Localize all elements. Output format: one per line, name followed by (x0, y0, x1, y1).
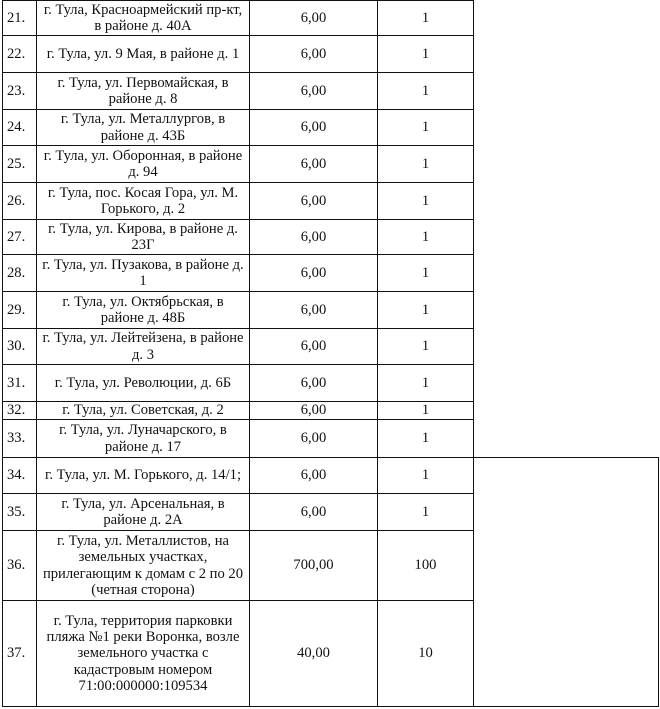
area-cell: 40,00 (250, 601, 378, 707)
empty-side-cell (474, 458, 659, 707)
count-cell: 1 (378, 36, 474, 73)
locations-table (2, 0, 659, 707)
row-number: 29. (3, 292, 37, 329)
area-cell: 6,00 (250, 365, 378, 402)
table-row (3, 458, 659, 494)
address-cell: г. Тула, территория парковки пляжа №1 реки Воронка, возле земельного участка с кадастровым номером 71:00:000000:109534 (37, 601, 250, 707)
area-cell: 6,00 (250, 494, 378, 531)
count-cell: 1 (378, 292, 474, 329)
count-cell: 1 (378, 146, 474, 183)
row-number: 22. (3, 36, 37, 73)
address-cell: г. Тула, Красноармейский пр-кт, в районе д. 40А (37, 1, 250, 36)
table-row (3, 183, 659, 220)
area-cell: 6,00 (250, 183, 378, 220)
empty-cell (474, 110, 659, 146)
empty-cell (474, 329, 659, 365)
count-cell: 10 (378, 601, 474, 707)
address-cell: г. Тула, ул. 9 Мая, в районе д. 1 (37, 36, 250, 73)
area-cell: 6,00 (250, 255, 378, 292)
count-cell: 1 (378, 255, 474, 292)
area-cell: 6,00 (250, 458, 378, 494)
row-number: 25. (3, 146, 37, 183)
area-cell: 6,00 (250, 402, 378, 420)
count-cell: 1 (378, 458, 474, 494)
empty-cell (474, 402, 659, 420)
area-cell: 6,00 (250, 73, 378, 110)
area-cell: 6,00 (250, 420, 378, 458)
count-cell: 1 (378, 365, 474, 402)
count-cell: 1 (378, 73, 474, 110)
area-cell: 6,00 (250, 329, 378, 365)
address-cell: г. Тула, ул. Кирова, в районе д. 23Г (37, 220, 250, 255)
count-cell: 1 (378, 329, 474, 365)
empty-cell (474, 1, 659, 36)
address-cell: г. Тула, ул. М. Горького, д. 14/1; (37, 458, 250, 494)
count-cell: 1 (378, 494, 474, 531)
count-cell: 100 (378, 531, 474, 601)
table-row (3, 110, 659, 146)
address-cell: г. Тула, ул. Пузакова, в районе д. 1 (37, 255, 250, 292)
row-number: 31. (3, 365, 37, 402)
table-row (3, 420, 659, 458)
row-number: 37. (3, 601, 37, 707)
address-cell: г. Тула, ул. Луначарского, в районе д. 17 (37, 420, 250, 458)
empty-cell (474, 220, 659, 255)
address-cell: г. Тула, ул. Лейтейзена, в районе д. 3 (37, 329, 250, 365)
row-number: 23. (3, 73, 37, 110)
row-number: 32. (3, 402, 37, 420)
area-cell: 6,00 (250, 146, 378, 183)
address-cell: г. Тула, пос. Косая Гора, ул. М. Горького, д. 2 (37, 183, 250, 220)
empty-cell (474, 255, 659, 292)
table-row (3, 255, 659, 292)
table-row (3, 73, 659, 110)
row-number: 33. (3, 420, 37, 458)
area-cell: 6,00 (250, 220, 378, 255)
empty-cell (474, 183, 659, 220)
empty-cell (474, 36, 659, 73)
row-number: 34. (3, 458, 37, 494)
table-row (3, 220, 659, 255)
area-cell: 6,00 (250, 1, 378, 36)
address-cell: г. Тула, ул. Революции, д. 6Б (37, 365, 250, 402)
table-row (3, 36, 659, 73)
empty-cell (474, 146, 659, 183)
empty-cell (474, 420, 659, 458)
address-cell: г. Тула, ул. Арсенальная, в районе д. 2А (37, 494, 250, 531)
table-row (3, 146, 659, 183)
count-cell: 1 (378, 402, 474, 420)
count-cell: 1 (378, 420, 474, 458)
address-cell: г. Тула, ул. Первомайская, в районе д. 8 (37, 73, 250, 110)
table-row (3, 402, 659, 420)
table-row (3, 1, 659, 36)
row-number: 21. (3, 1, 37, 36)
count-cell: 1 (378, 183, 474, 220)
row-number: 30. (3, 329, 37, 365)
address-cell: г. Тула, ул. Октябрьская, в районе д. 48Б (37, 292, 250, 329)
row-number: 26. (3, 183, 37, 220)
row-number: 36. (3, 531, 37, 601)
table-row (3, 329, 659, 365)
row-number: 35. (3, 494, 37, 531)
area-cell: 6,00 (250, 36, 378, 73)
address-cell: г. Тула, ул. Советская, д. 2 (37, 402, 250, 420)
address-cell: г. Тула, ул. Оборонная, в районе д. 94 (37, 146, 250, 183)
row-number: 27. (3, 220, 37, 255)
count-cell: 1 (378, 220, 474, 255)
empty-cell (474, 292, 659, 329)
row-number: 24. (3, 110, 37, 146)
count-cell: 1 (378, 110, 474, 146)
area-cell: 6,00 (250, 292, 378, 329)
address-cell: г. Тула, ул. Металлистов, на земельных участках, прилегающим к домам с 2 по 20 (четная сторона) (37, 531, 250, 601)
count-cell: 1 (378, 1, 474, 36)
address-cell: г. Тула, ул. Металлургов, в районе д. 43Б (37, 110, 250, 146)
table-row (3, 292, 659, 329)
area-cell: 700,00 (250, 531, 378, 601)
empty-cell (474, 365, 659, 402)
table-row (3, 365, 659, 402)
area-cell: 6,00 (250, 110, 378, 146)
empty-cell (474, 73, 659, 110)
row-number: 28. (3, 255, 37, 292)
